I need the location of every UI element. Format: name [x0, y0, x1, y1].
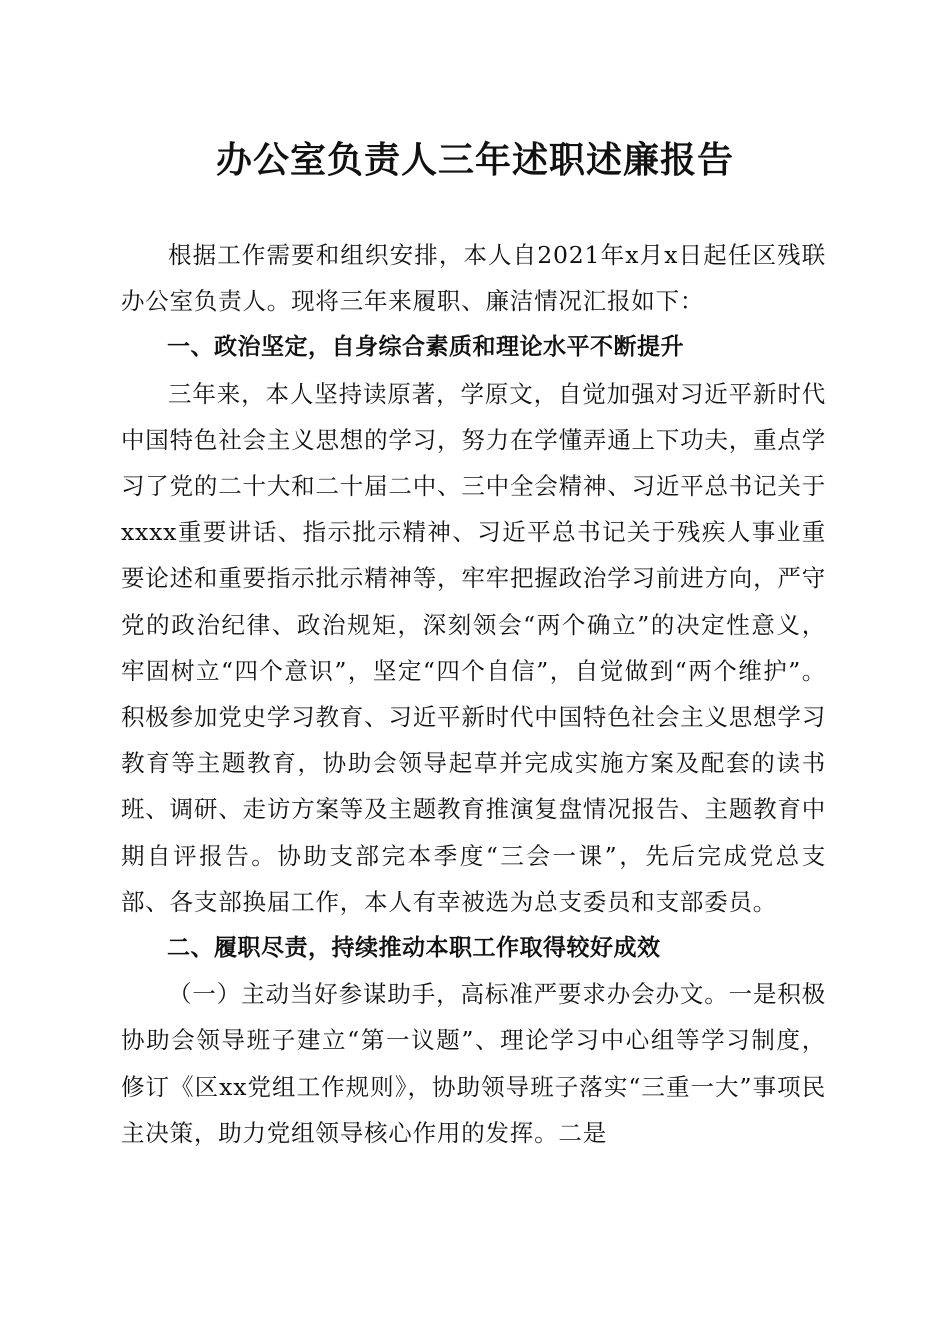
section-1-paragraph: 三年来，本人坚持读原著，学原文，自觉加强对习近平新时代中国特色社会主义思想的学习，努力在学懂弄通上下功夫，重点学习了党的二十大和二十届二中、三中全会精神、习近平总书记关于xxxx重要讲话、指示批示精神、习近平总书记关于残疾人事业重要论述和重要指示批示精神等，牢牢把握政治学习前进方向，严守党的政治纪律、政治规矩，深刻领会“两个确立”的决定性意义，牢固树立“四个意识”，坚定“四个自信”，自觉做到“两个维护”。积极参加党史学习教育、习近平新时代中国特色社会主义思想学习教育等主题教育，协助会领导起草并完成实施方案及配套的读书班、调研、走访方案等及主题教育推演复盘情况报告、主题教育中期自评报告。协助支部完本季度“三会一课”，先后完成党总支部、各支部换届工作，本人有幸被选为总支委员和支部委员。 — [121, 379, 826, 916]
section-heading-1: 一、政治坚定，自身综合素质和理论水平不断提升 — [167, 334, 684, 361]
page-title: 办公室负责人三年述职述廉报告 — [215, 139, 734, 181]
document-body — [121, 232, 826, 1156]
section-heading-2: 二、履职尽责，持续推动本职工作取得较好成效 — [167, 935, 661, 962]
intro-paragraph: 根据工作需要和组织安排，本人自2021年x月x日起任区残联办公室负责人。现将三年来履职、廉洁情况汇报如下： — [121, 241, 826, 316]
section-2-paragraph: （一）主动当好参谋助手，高标准严要求办会办文。一是积极协助会领导班子建立“第一议题”、理论学习中心组等学习制度，修订《区xx党组工作规则》，协助领导班子落实“三重一大”事项民主决策，助力党组领导核心作用的发挥。二是 — [121, 980, 826, 1147]
